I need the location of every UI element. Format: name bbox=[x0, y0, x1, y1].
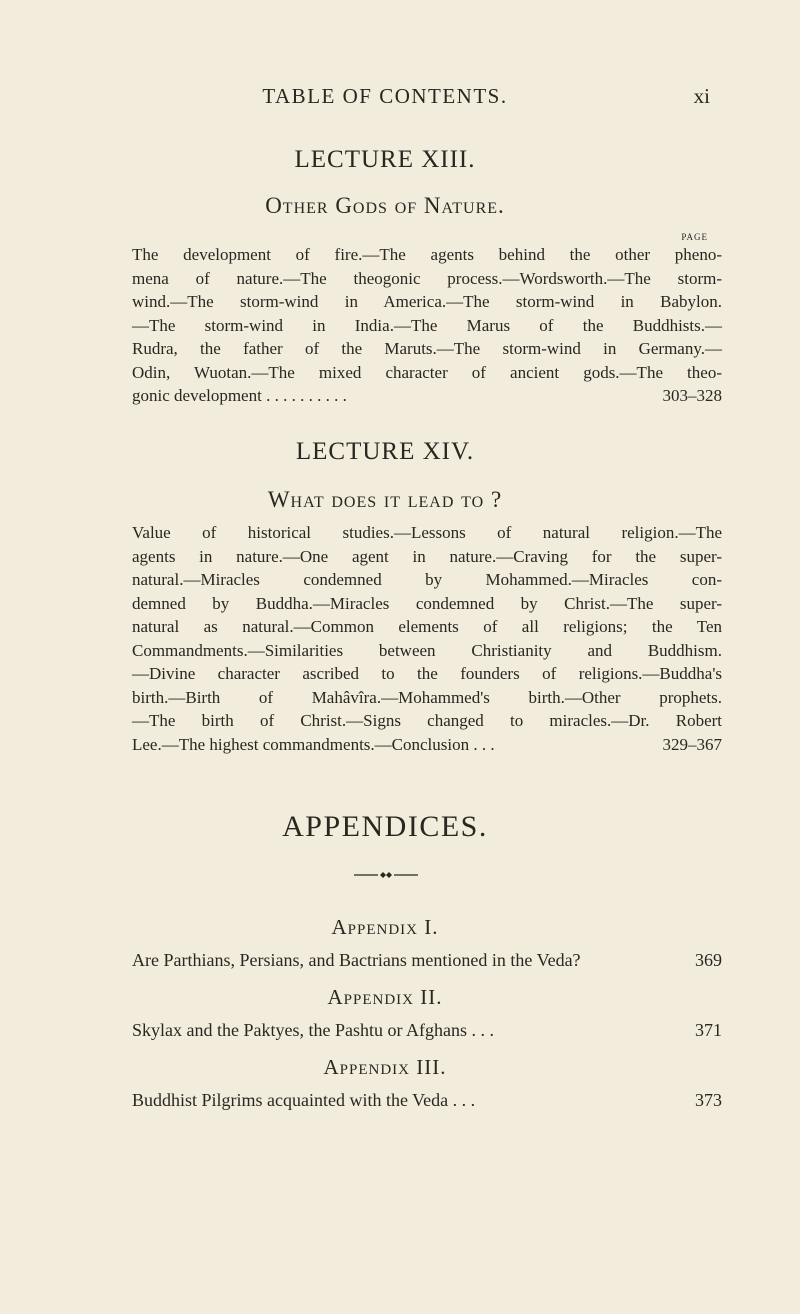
lecture-summary bbox=[132, 243, 722, 408]
summary-line: natural.—Miracles condemned by Mohammed.—Miracles con- bbox=[132, 570, 722, 589]
page-range: 329–367 bbox=[662, 734, 722, 754]
summary-line-last bbox=[132, 733, 722, 757]
summary-line: Rudra, the father of the Maruts.—The storm-wind in Germany.— bbox=[132, 339, 722, 358]
appendix-title: Are Parthians, Persians, and Bactrians mentioned in the Veda? bbox=[132, 950, 581, 970]
summary-line: —Divine character ascribed to the founders of religions.—Buddha's bbox=[132, 664, 722, 683]
appendix-entry bbox=[132, 1090, 722, 1116]
page-column-label: PAGE bbox=[681, 232, 708, 242]
lecture-subtitle: Other Gods of Nature. bbox=[265, 193, 505, 218]
summary-line: The development of fire.—The agents behind the other pheno- bbox=[132, 245, 722, 264]
appendix-page: 369 bbox=[695, 950, 722, 970]
summary-line: mena of nature.—The theogonic process.—Wordsworth.—The storm- bbox=[132, 268, 722, 288]
summary-line: —The birth of Christ.—Signs changed to miracles.—Dr. Robert bbox=[132, 711, 722, 730]
summary-line: wind.—The storm-wind in America.—The storm-wind in Babylon. bbox=[132, 292, 722, 311]
appendix-heading: Appendix I. bbox=[331, 915, 439, 939]
lecture-heading: LECTURE XIII. bbox=[294, 146, 476, 173]
appendix-title: Buddhist Pilgrims acquainted with the Veda . . . bbox=[132, 1090, 476, 1110]
summary-text: Lee.—The highest commandments.—Conclusion . . . bbox=[132, 734, 495, 754]
summary-line: agents in nature.—One agent in nature.—Craving for the super- bbox=[132, 546, 722, 566]
appendix-page: 371 bbox=[695, 1020, 722, 1040]
running-head bbox=[0, 84, 800, 114]
lecture-heading: LECTURE XIV. bbox=[295, 438, 475, 465]
summary-line: —The storm-wind in India.—The Marus of the Buddhists.— bbox=[132, 315, 722, 335]
summary-line: Commandments.—Similarities between Christianity and Buddhism. bbox=[132, 640, 722, 660]
summary-line-last bbox=[132, 384, 722, 408]
running-title: TABLE OF CONTENTS. bbox=[262, 84, 508, 108]
appendix-page: 373 bbox=[695, 1090, 722, 1110]
lecture-subtitle: What does it lead to ? bbox=[267, 487, 503, 512]
page-range: 303–328 bbox=[662, 386, 722, 405]
summary-line: Value of historical studies.—Lessons of natural religion.—The bbox=[132, 523, 722, 542]
summary-line: natural as natural.—Common elements of all religions; the Ten bbox=[132, 617, 722, 636]
summary-line: Odin, Wuotan.—The mixed character of ancient gods.—The theo- bbox=[132, 362, 722, 382]
appendix-title: Skylax and the Paktyes, the Pashtu or Afghans . . . bbox=[132, 1020, 494, 1040]
ornament-divider-icon bbox=[354, 869, 418, 881]
summary-text: gonic development . . . . . . . . . . bbox=[132, 386, 347, 405]
appendix-heading: Appendix II. bbox=[327, 985, 443, 1009]
summary-line: demned by Buddha.—Miracles condemned by Christ.—The super- bbox=[132, 593, 722, 613]
appendix-heading: Appendix III. bbox=[323, 1055, 447, 1079]
appendix-entry bbox=[132, 950, 722, 976]
appendix-entry bbox=[132, 1020, 722, 1046]
page-folio: xi bbox=[693, 84, 710, 108]
summary-line: birth.—Birth of Mahâvîra.—Mohammed's birth.—Other prophets. bbox=[132, 687, 722, 707]
lecture-summary bbox=[132, 521, 722, 756]
appendices-heading: APPENDICES. bbox=[282, 810, 488, 843]
